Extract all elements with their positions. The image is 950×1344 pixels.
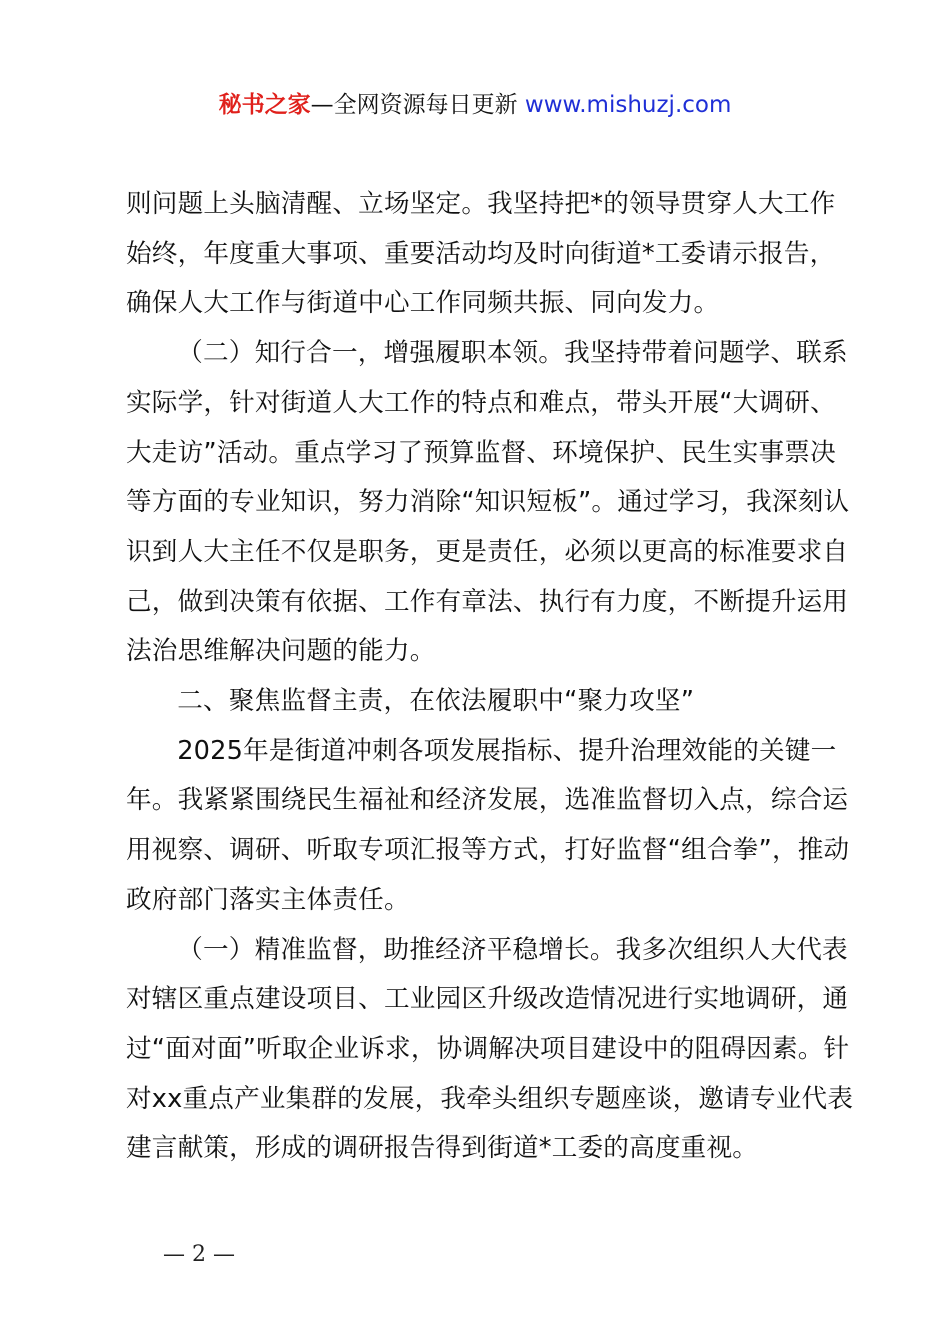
paragraph-subsection-2: （二）知行合一，增强履职本领。我坚持带着问题学、联系实际学，针对街道人大工作的特点和难点，带头开展“大调研、大走访”活动。重点学习了预算监督、环境保护、民生实事票决等方面的专业知识，努力消除“知识短板”。通过学习，我深刻认识到人大主任不仅是职务，更是责任，必须以更高的标准要求自己，做到决策有依据、工作有章法、执行有力度，不断提升运用法治思维解决问题的能力。	[126, 338, 850, 667]
site-tagline: —全网资源每日更新	[310, 92, 525, 118]
document-body	[126, 180, 856, 1174]
site-brand: 秘书之家	[218, 92, 311, 118]
paragraph-subsection-1: （一）精准监督，助推经济平稳增长。我多次组织人大代表对辖区重点建设项目、工业园区升级改造情况进行实地调研，通过“面对面”听取企业诉求，协调解决项目建设中的阻碍因素。针对xx重点产业集群的发展，我牵头组织专题座谈，邀请专业代表建言献策，形成的调研报告得到街道*工委的高度重视。	[126, 934, 854, 1164]
section-heading-2: 二、聚焦监督主责，在依法履职中“聚力攻坚”	[177, 686, 695, 717]
site-header	[0, 88, 950, 122]
site-url[interactable]: www.mishuzj.com	[524, 92, 732, 118]
paragraph-continuation: 则问题上头脑清醒、立场坚定。我坚持把*的领导贯穿人大工作始终，年度重大事项、重要活动均及时向街道*工委请示报告，确保人大工作与街道中心工作同频共振、同向发力。	[126, 189, 836, 319]
paragraph-section-intro: 2025年是街道冲刺各项发展指标、提升治理效能的关键一年。我紧紧围绕民生福祉和经济发展，选准监督切入点，综合运用视察、调研、听取专项汇报等方式，打好监督“组合拳”，推动政府部门落实主体责任。	[126, 735, 850, 915]
page-number: — 2 —	[163, 1242, 235, 1267]
